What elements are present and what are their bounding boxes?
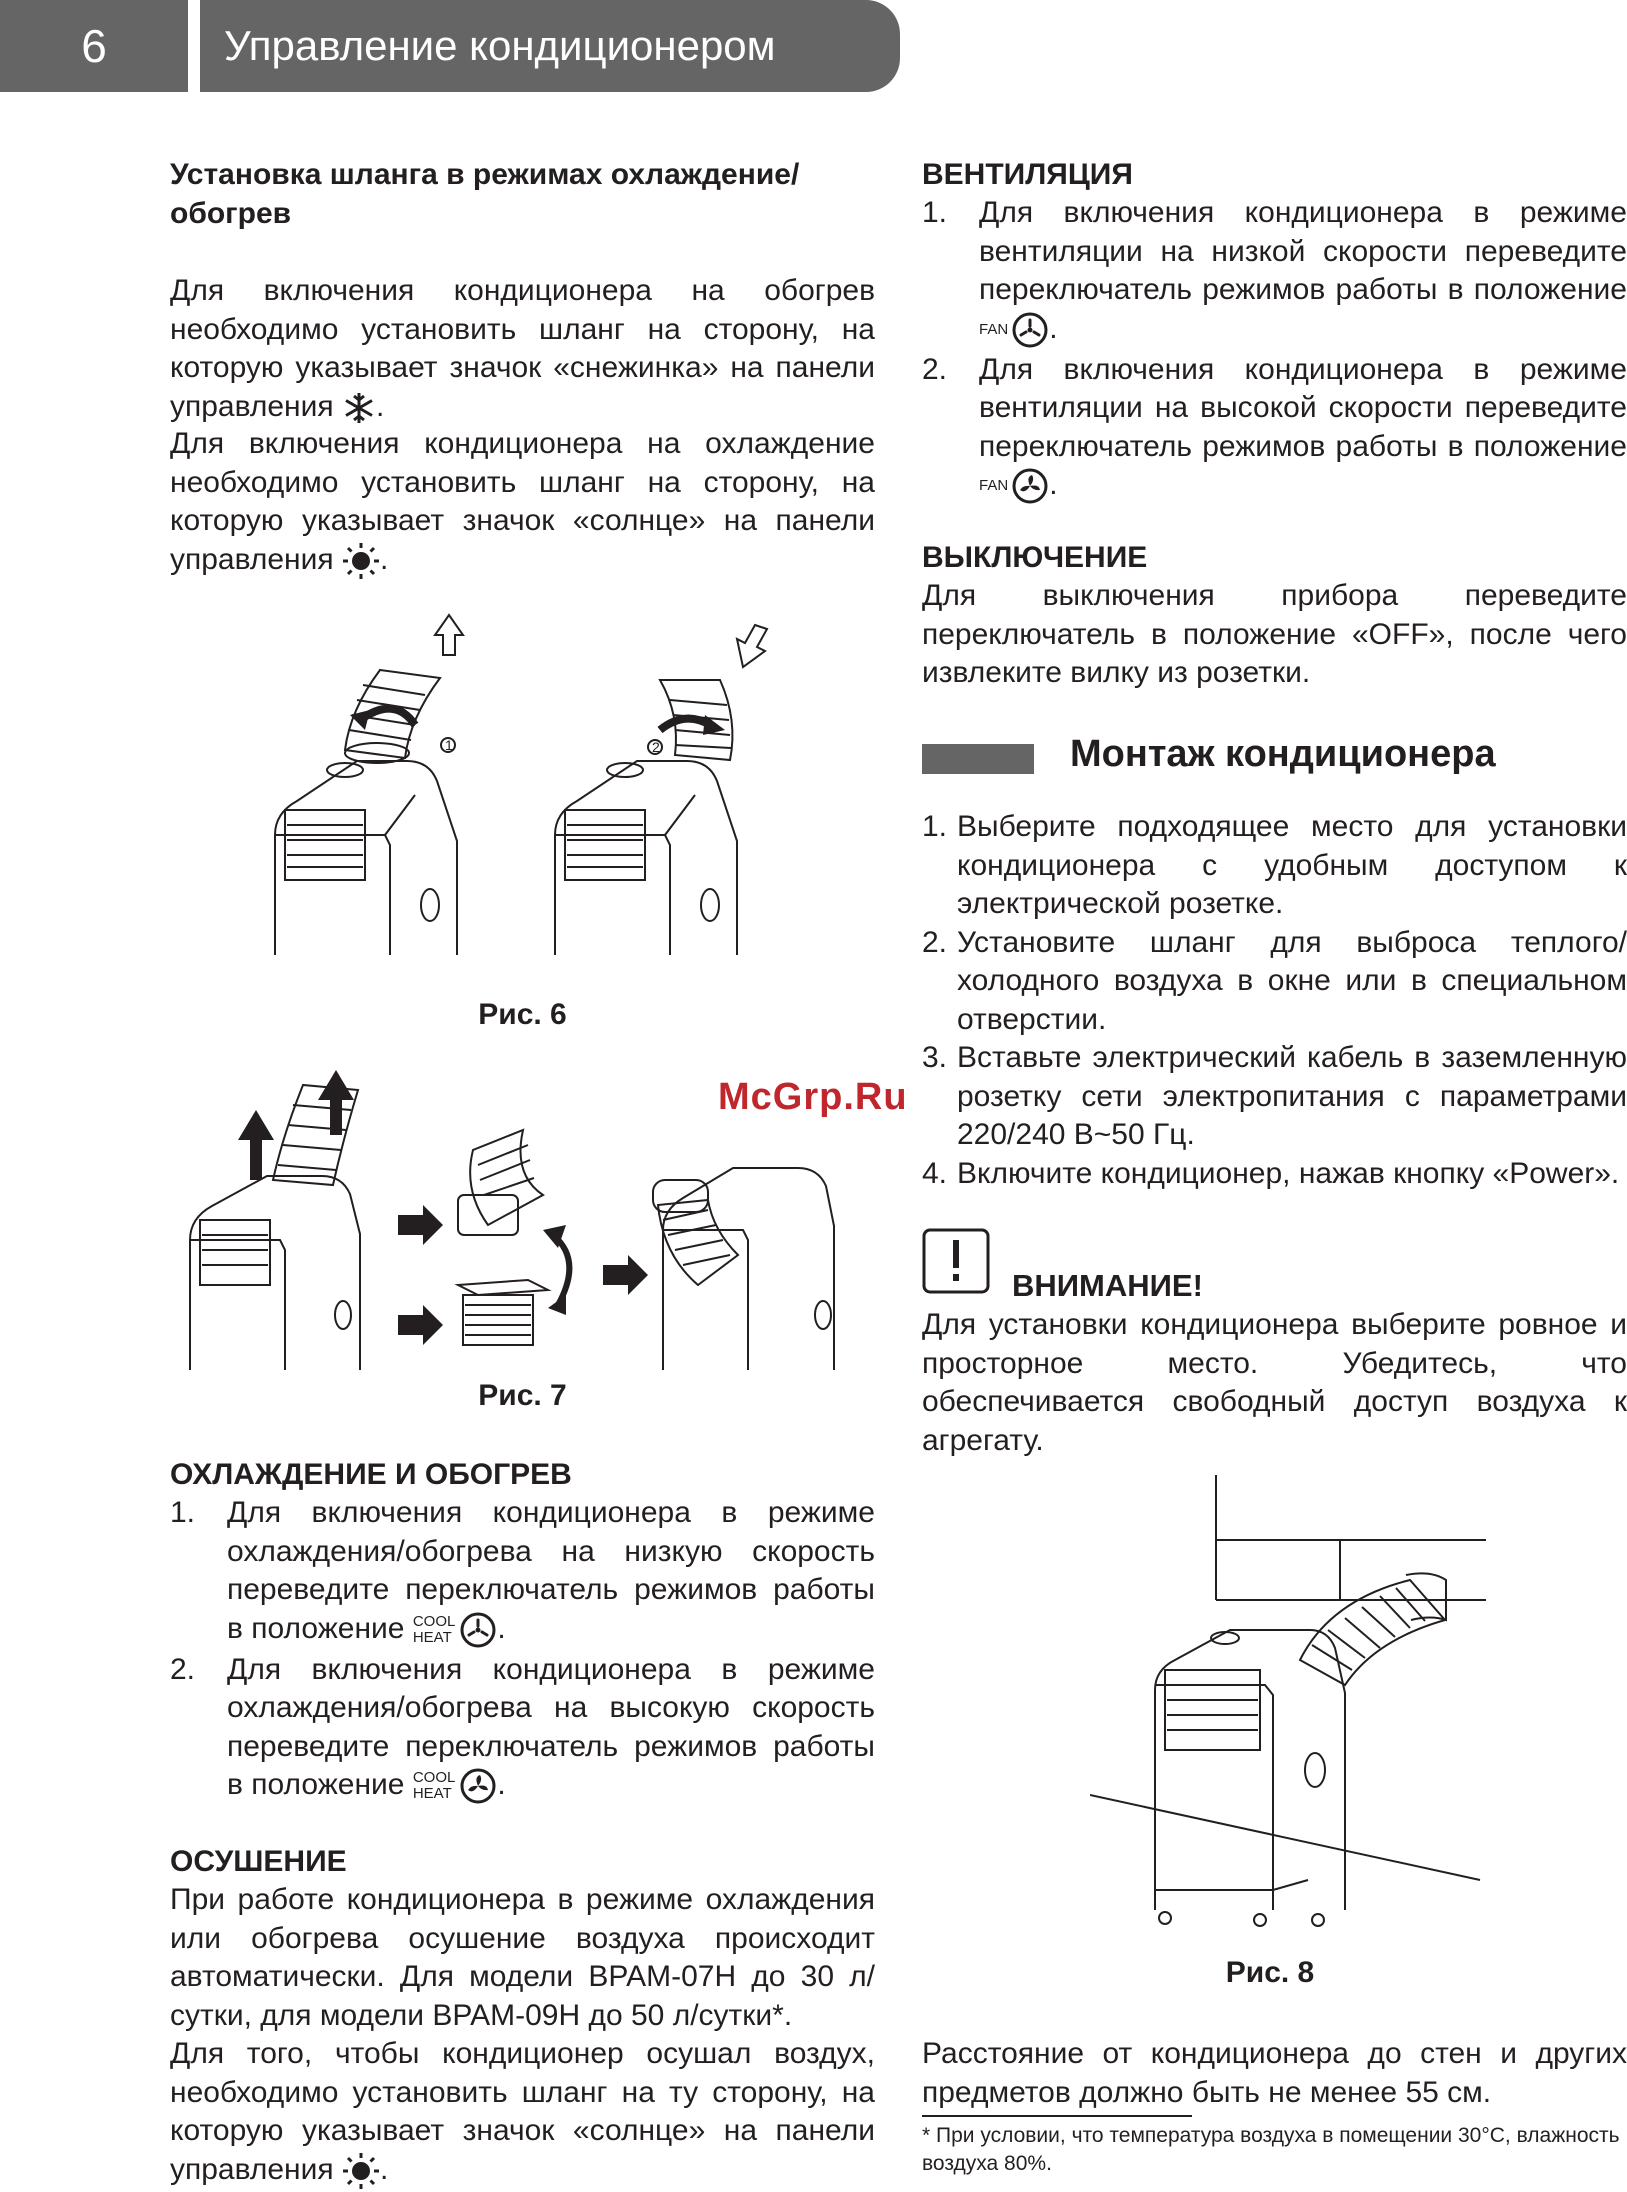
figure-8-illustration: [1090, 1470, 1490, 1940]
list-item: 2. Установите шланг для выброса теплого/холодного воздуха в окне или в специальном отверстии.: [922, 925, 1627, 1036]
warning-paragraph: Для установки кондиционера выберите ровное и просторное место. Убедитесь, что обеспечивается свободный доступ воздуха к агрегату.: [922, 1308, 1627, 1457]
cool-heat-label: COOL HEAT: [412, 1612, 456, 1646]
hose-paragraph-2: Для включения кондиционера на охлаждение необходимо установить шланг на сторону, на которую указывает значок «солнце» на панели управления .: [170, 425, 875, 580]
watermark: McGrp.Ru: [718, 1076, 908, 1118]
figure-7-caption: Рис. 7: [478, 1379, 567, 1412]
cooling-heating-list: [170, 1494, 875, 1805]
hose-paragraph-2-text: Для включения кондиционера на охлаждение необходимо установить шланг на сторону, на которую указывает значок «солнце» на панели управления: [170, 427, 875, 576]
fan-high-icon: [1011, 467, 1049, 505]
fan-high-icon: [459, 1767, 497, 1805]
list-item: 3. Вставьте электрический кабель в заземленную розетку сети электропитания с параметрами 220/240 В~50 Гц.: [922, 1041, 1627, 1151]
hose-paragraph-1: Для включения кондиционера на обогрев необходимо установить шланг на сторону, на которую указывает значок «снежинка» на панели управления .: [170, 272, 875, 426]
figure-6-marker-1: 1: [445, 737, 453, 753]
cool-heat-label: COOL HEAT: [412, 1769, 456, 1803]
ventilation-item-2-text: Для включения кондиционера в режиме вентиляции на высокой скорости переведите переключатель режимов работы в положение: [979, 352, 1627, 463]
page-number: 6: [0, 0, 188, 92]
list-item: 1. Выберите подходящее место для установки кондиционера с удобным доступом к электрической розетке.: [922, 810, 1627, 920]
fan-label: FAN: [979, 320, 1009, 338]
list-item: 1. Для включения кондиционера в режиме охлаждения/обогрева на низкую скорость переведите переключатель режимов работы в положение COOL HEAT .: [170, 1494, 875, 1649]
list-item: 4. Включите кондиционер, нажав кнопку «Power».: [922, 1156, 1620, 1190]
off-paragraph: Для выключения прибора переведите переключатель в положение «OFF», после чего извлеките вилку из розетки.: [922, 579, 1627, 689]
cooling-item-1-text: Для включения кондиционера в режиме охлаждения/обогрева на низкую скорость переведите переключатель режимов работы в положение: [227, 1496, 875, 1645]
list-item: 2. Для включения кондиционера в режиме вентиляции на высокой скорости переведите переключатель режимов работы в положение FAN .: [922, 351, 1627, 506]
sun-icon: [342, 2152, 380, 2190]
drying-title: ОСУШЕНИЕ: [170, 1845, 347, 1878]
off-title: ВЫКЛЮЧЕНИЕ: [922, 541, 1148, 574]
drying-paragraph-1: При работе кондиционера в режиме охлаждения или обогрева осушение воздуха происходит автоматически. Для модели BPAM-07H до 30 л/сутки, для модели BPAM-09H до 50 л/сутки*.: [170, 1883, 875, 2032]
figure-6-marker-2: 2: [652, 739, 660, 755]
fan-low-icon: [1011, 311, 1049, 349]
ventilation-list: [922, 194, 1627, 505]
mount-list: [922, 808, 1627, 1193]
footnote: * При условии, что температура воздуха в помещении 30°С, влажность воздуха 80%.: [922, 2124, 1620, 2175]
snowflake-icon: [342, 391, 376, 425]
fan-low-icon: [459, 1611, 497, 1649]
warning-icon: [922, 1228, 990, 1294]
drying-paragraph-2: Для того, чтобы кондиционер осушал воздух, необходимо установить шланг на ту сторону, на которую указывает значок «солнце» на панели управления .: [170, 2035, 875, 2190]
hose-title: Установка шланга в режимах охлаждение/ обогрев: [170, 158, 800, 230]
page-title: Управление кондиционером: [200, 0, 900, 92]
ventilation-title: ВЕНТИЛЯЦИЯ: [922, 158, 1133, 191]
list-item: 2. Для включения кондиционера в режиме охлаждения/обогрева на высокую скорость переведите переключатель режимов работы в положение COOL HEAT .: [170, 1651, 875, 1806]
hose-paragraph-1-text: Для включения кондиционера на обогрев необходимо установить шланг на сторону, на которую указывает значок «снежинка» на панели управления: [170, 274, 875, 423]
section-bar: [922, 744, 1034, 774]
figure-8-caption: Рис. 8: [1225, 1956, 1315, 1989]
figure-6-caption: Рис. 6: [478, 998, 567, 1031]
ventilation-item-1-text: Для включения кондиционера в режиме вентиляции на низкой скорости переведите переключатель режимов работы в положение: [979, 196, 1627, 306]
cooling-heating-title: ОХЛАЖДЕНИЕ И ОБОГРЕВ: [170, 1458, 572, 1491]
distance-paragraph: Расстояние от кондиционера до стен и других предметов должно быть не менее 55 см.: [922, 2037, 1627, 2109]
warning-title: ВНИМАНИЕ!: [1012, 1268, 1203, 1303]
fan-label: FAN: [979, 477, 1009, 495]
footnote-divider: [922, 2115, 1192, 2117]
mount-title: Монтаж кондиционера: [1070, 733, 1496, 775]
figure-6-illustration: [265, 605, 795, 955]
sun-icon: [342, 542, 380, 580]
drying-paragraph-2-text: Для того, чтобы кондиционер осушал воздух, необходимо установить шланг на ту сторону, на которую указывает значок «солнце» на панели управления: [170, 2037, 875, 2186]
cooling-item-2-text: Для включения кондиционера в режиме охлаждения/обогрева на высокую скорость переведите переключатель режимов работы в положение: [227, 1652, 875, 1802]
list-item: 1. Для включения кондиционера в режиме вентиляции на низкой скорости переведите переключатель режимов работы в положение FAN .: [922, 194, 1627, 349]
